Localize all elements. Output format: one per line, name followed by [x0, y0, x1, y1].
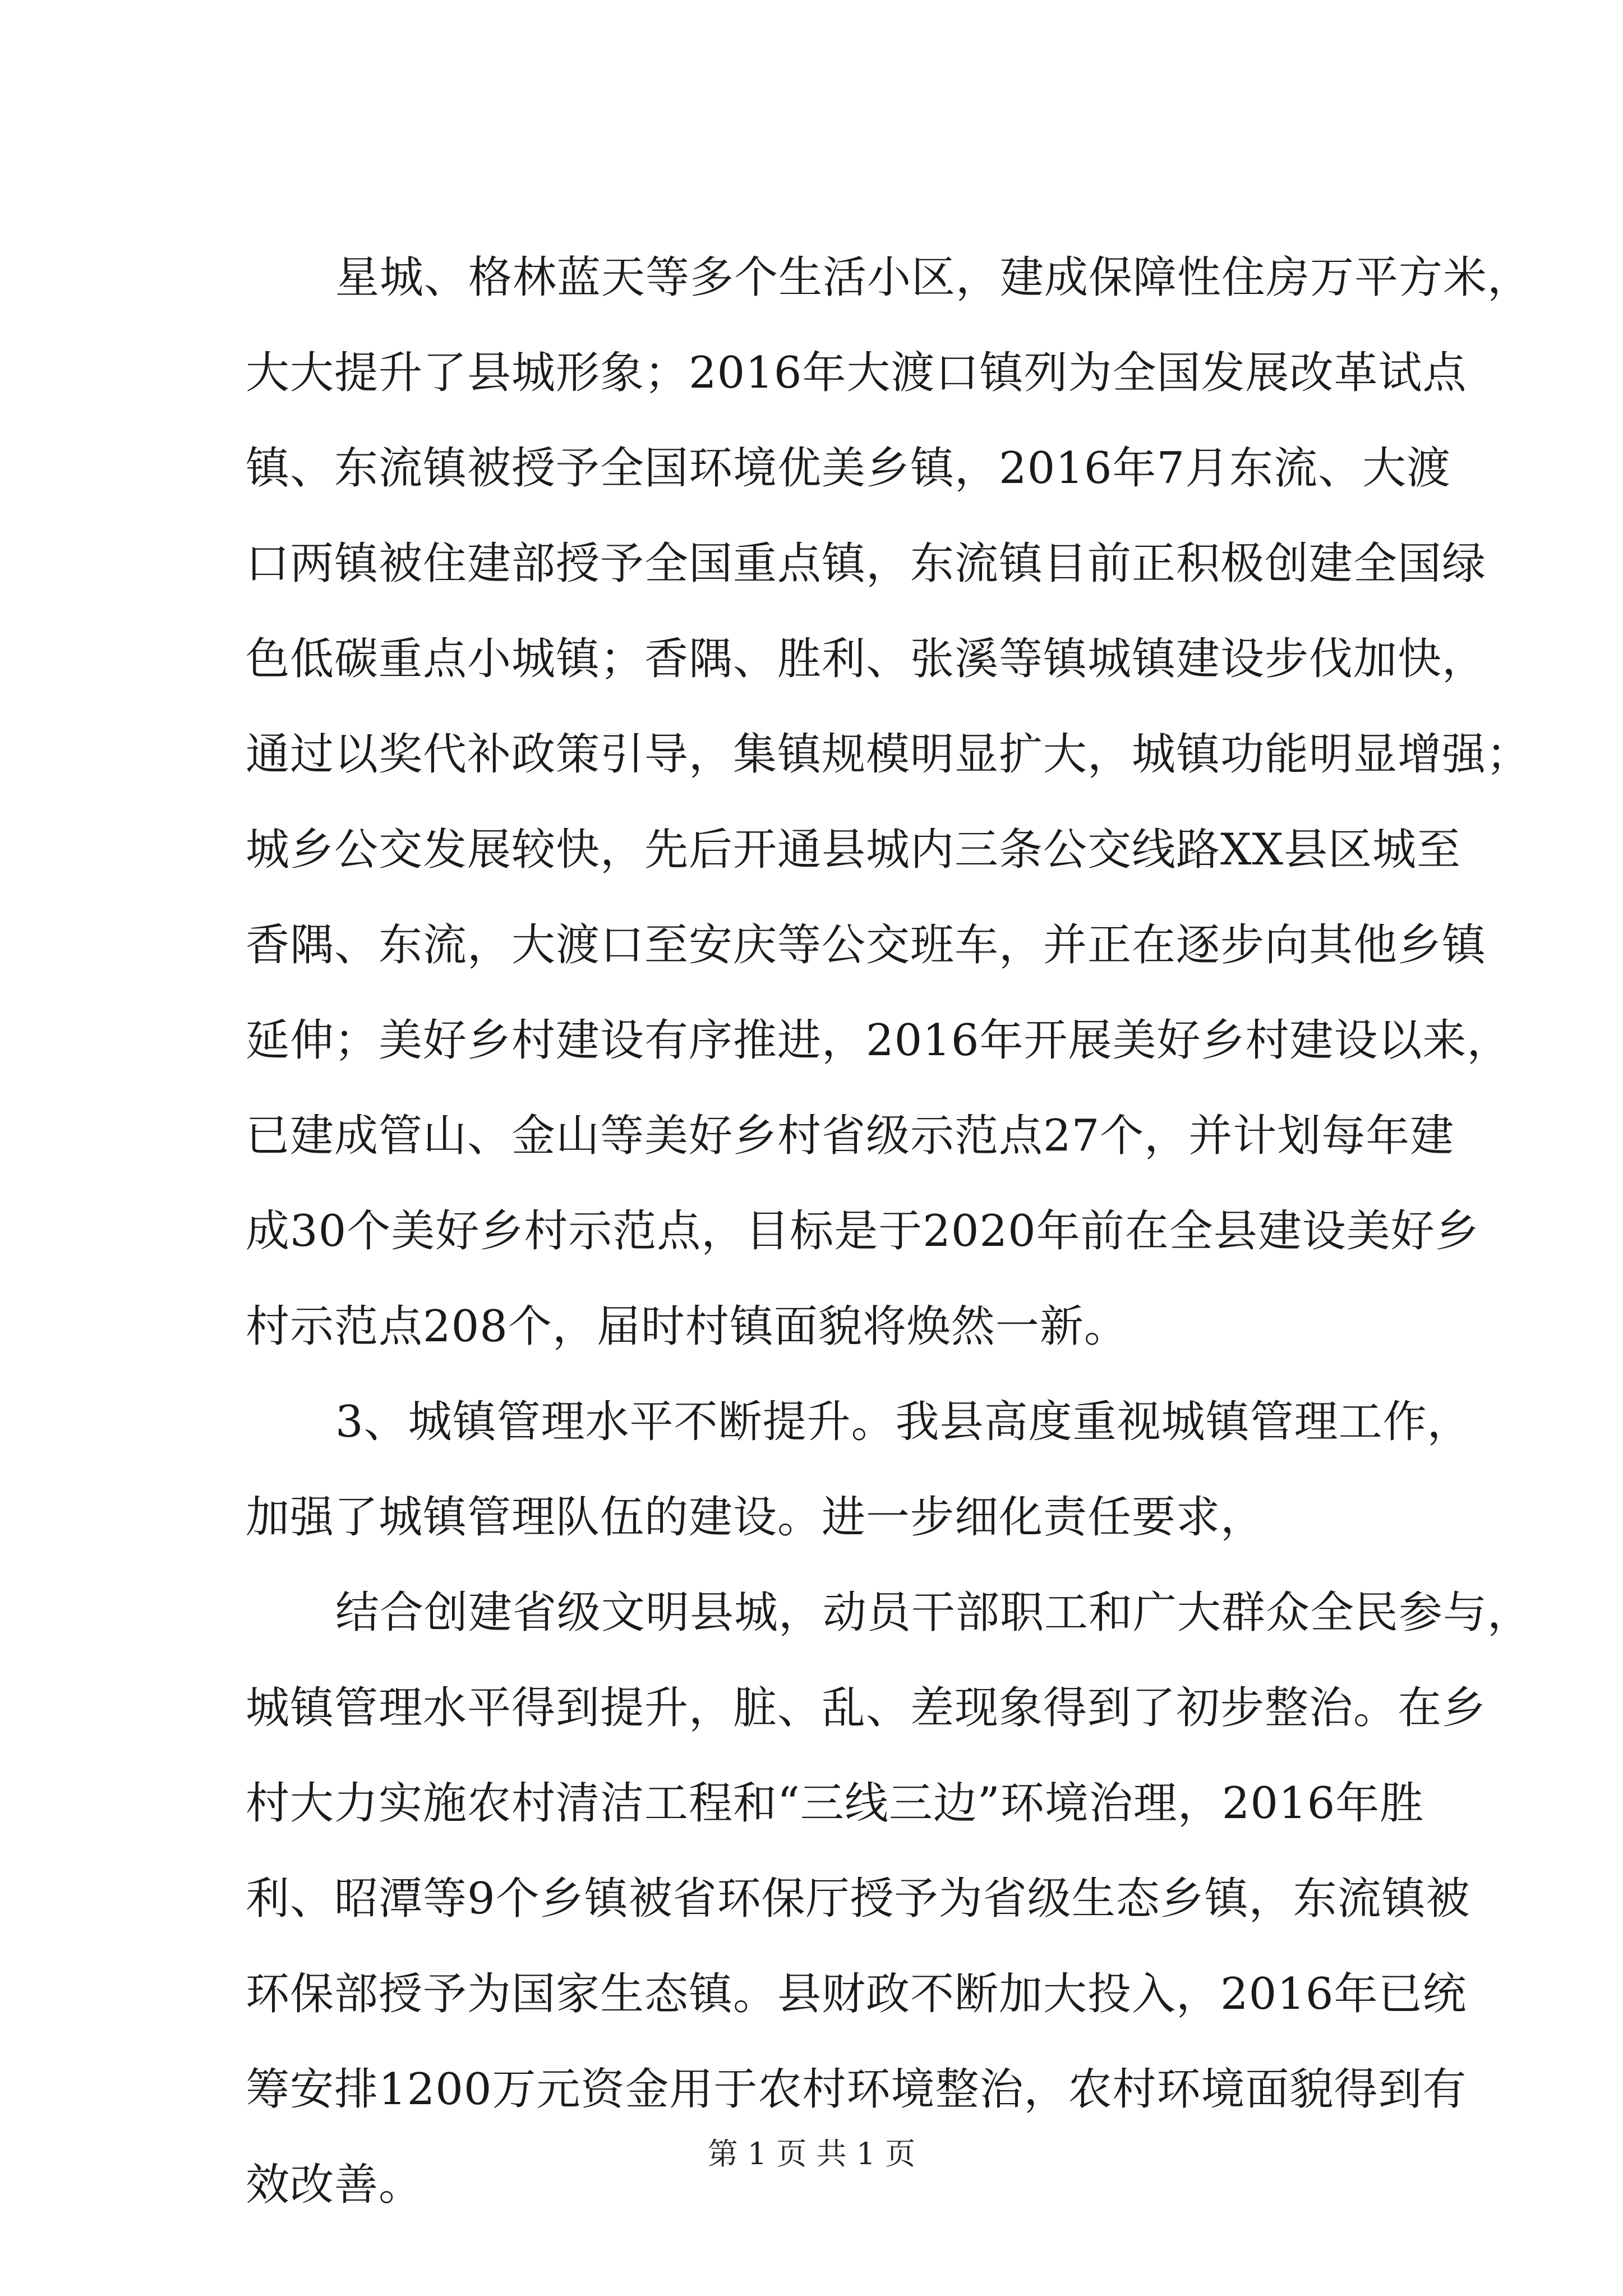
text-line: 效改善。 [246, 2160, 423, 2210]
document-body [246, 230, 1532, 2233]
text-line: 3、城镇管理水平不断提升。我县高度重视城镇管理工作， [335, 1397, 1472, 1447]
text-line: 延伸；美好乡村建设有序推进，2016年开展美好乡村建设以来， [246, 1015, 1511, 1066]
text-line: 村大力实施农村清洁工程和“三线三边”环境治理，2016年胜 [246, 1778, 1424, 1829]
text-line: 大大提升了县城形象；2016年大渡口镇列为全国发展改革试点 [246, 348, 1467, 398]
page-number-footer: 第 1 页 共 1 页 [707, 2136, 916, 2171]
text-line: 镇、东流镇被授予全国环境优美乡镇，2016年7月东流、大渡 [246, 443, 1451, 494]
text-line: 已建成管山、金山等美好乡村省级示范点27个，并计划每年建 [246, 1111, 1455, 1161]
text-line: 城镇管理水平得到提升，脏、乱、差现象得到了初步整治。在乡 [246, 1683, 1487, 1733]
text-line: 星城、格林蓝天等多个生活小区，建成保障性住房万平方米， [335, 252, 1532, 303]
text-line: 口两镇被住建部授予全国重点镇，东流镇目前正积极创建全国绿 [246, 539, 1487, 589]
text-line: 筹安排1200万元资金用于农村环境整治，农村环境面貌得到有 [246, 2064, 1467, 2115]
text-line: 香隅、东流，大渡口至安庆等公交班车，并正在逐步向其他乡镇 [246, 920, 1487, 970]
text-line: 成30个美好乡村示范点，目标是于2020年前在全县建设美好乡 [246, 1206, 1479, 1257]
text-line: 村示范点208个，届时村镇面貌将焕然一新。 [246, 1301, 1128, 1352]
text-line: 通过以奖代补政策引导，集镇规模明显扩大，城镇功能明显增强； [246, 729, 1531, 780]
text-line: 利、昭潭等9个乡镇被省环保厅授予为省级生态乡镇，东流镇被 [246, 1874, 1470, 1924]
text-line: 色低碳重点小城镇；香隅、胜利、张溪等镇城镇建设步伐加快， [246, 634, 1487, 684]
text-line: 加强了城镇管理队伍的建设。进一步细化责任要求， [246, 1492, 1265, 1543]
text-line: 结合创建省级文明县城，动员干部职工和广大群众全民参与， [335, 1588, 1532, 1638]
text-line: 环保部授予为国家生态镇。县财政不断加大投入，2016年已统 [246, 1969, 1467, 2019]
text-line: 城乡公交发展较快，先后开通县城内三条公交线路XX县区城至 [246, 825, 1461, 875]
